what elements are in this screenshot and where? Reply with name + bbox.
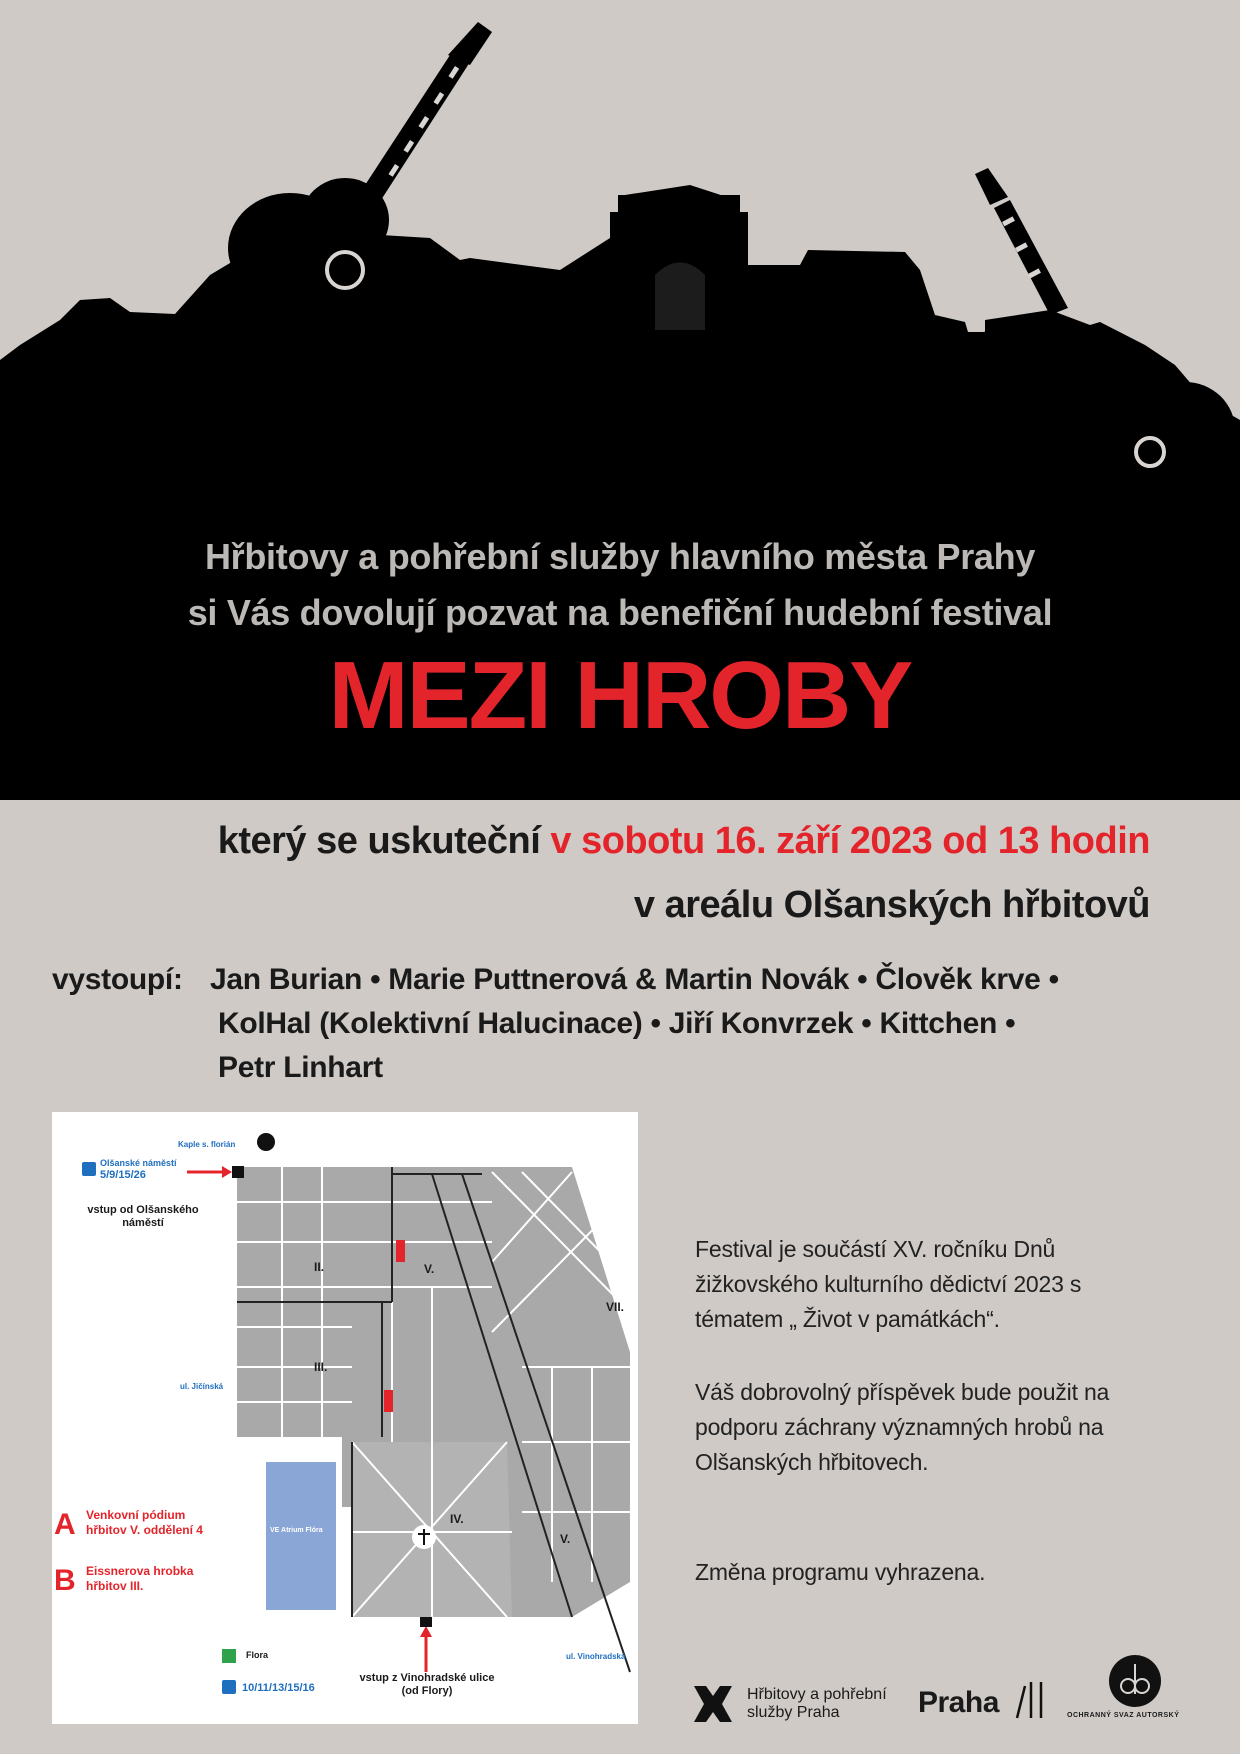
section-label: IV. [450,1512,464,1526]
map-north-lines: 5/9/15/26 [100,1169,146,1181]
map-tram-lines: 10/11/13/15/16 [242,1682,315,1694]
marker-b [384,1390,393,1412]
section-label: V. [424,1262,435,1276]
section-label: III. [314,1360,328,1374]
osa-logo-text: OCHRANNÝ SVAZ AUTORSKÝ [1067,1712,1180,1719]
map-south-entrance: vstup z Vinohradské ulice (od Flory) [359,1672,495,1697]
legend-a-letter: A [54,1508,76,1541]
map-top-label: Kaple s. florián [178,1140,236,1149]
info-change: Změna programu vyhrazena. [695,1559,986,1585]
info-festival: Festival je součástí XV. ročníku Dnů žižkovského kulturního dědictví 2023 s tématem „ Život v památkách“. [695,1236,1082,1332]
hps-logo-text: Hřbitovy a pohřební služby Praha [747,1686,887,1721]
map-north-entrance: vstup od Olšanského náměstí [87,1204,199,1229]
intro-line-2: si Vás dovolují pozvat na benefiční hudební festival [187,592,1053,633]
map-street-left: ul. Jičínská [180,1382,224,1391]
marker-a [396,1240,405,1262]
performers-label: vystoupí: [52,963,183,996]
cemetery-map [52,1112,638,1724]
performers-line: Petr Linhart [218,1051,383,1084]
hps-logo-icon [692,1684,734,1724]
legend-b-text: Eissnerova hrobka hřbitov III. [86,1564,194,1593]
performers-list [210,958,1059,1090]
section-label: VII. [606,1300,625,1314]
map-metro-label: Flora [246,1650,269,1660]
legend-a-text: Venkovní pódium hřbitov V. oddělení 4 [86,1508,203,1537]
map-north-stop: Olšanské náměstí [100,1158,177,1168]
section-label: II. [314,1260,325,1274]
info-donation: Váš dobrovolný příspěvek bude použit na podporu záchrany významných hrobů na Olšanských hřbitovech. [695,1379,1110,1475]
festival-title: MEZI HROBY [328,642,912,749]
praha-logo-text: Praha [918,1686,999,1719]
event-venue-line: v areálu Olšanských hřbitovů [633,884,1150,926]
performers-line: KolHal (Kolektivní Halucinace) • Jiří Konvrzek • Kittchen • [218,1007,1016,1040]
performers-line: Jan Burian • Marie Puttnerová & Martin Novák • Člověk krve • [210,963,1059,996]
osa-logo-icon [1108,1654,1162,1708]
intro-line-1: Hřbitovy a pohřební služby hlavního města Prahy [204,536,1036,577]
praha-logo-icon [1013,1680,1049,1720]
event-prefix: který se uskuteční [217,820,541,862]
tram-icon [82,1162,96,1176]
metro-icon [222,1649,236,1663]
event-date: v sobotu 16. září 2023 od 13 hodin [550,820,1150,862]
event-date-line [218,820,1150,863]
park-area [266,1462,336,1610]
section-label: V. [560,1532,571,1546]
map-park-label: VE Atrium Flóra [270,1527,323,1534]
map-street-bottom: ul. Vinohradská [566,1652,626,1661]
tram-icon [222,1680,236,1694]
legend-b-letter: B [54,1564,76,1597]
